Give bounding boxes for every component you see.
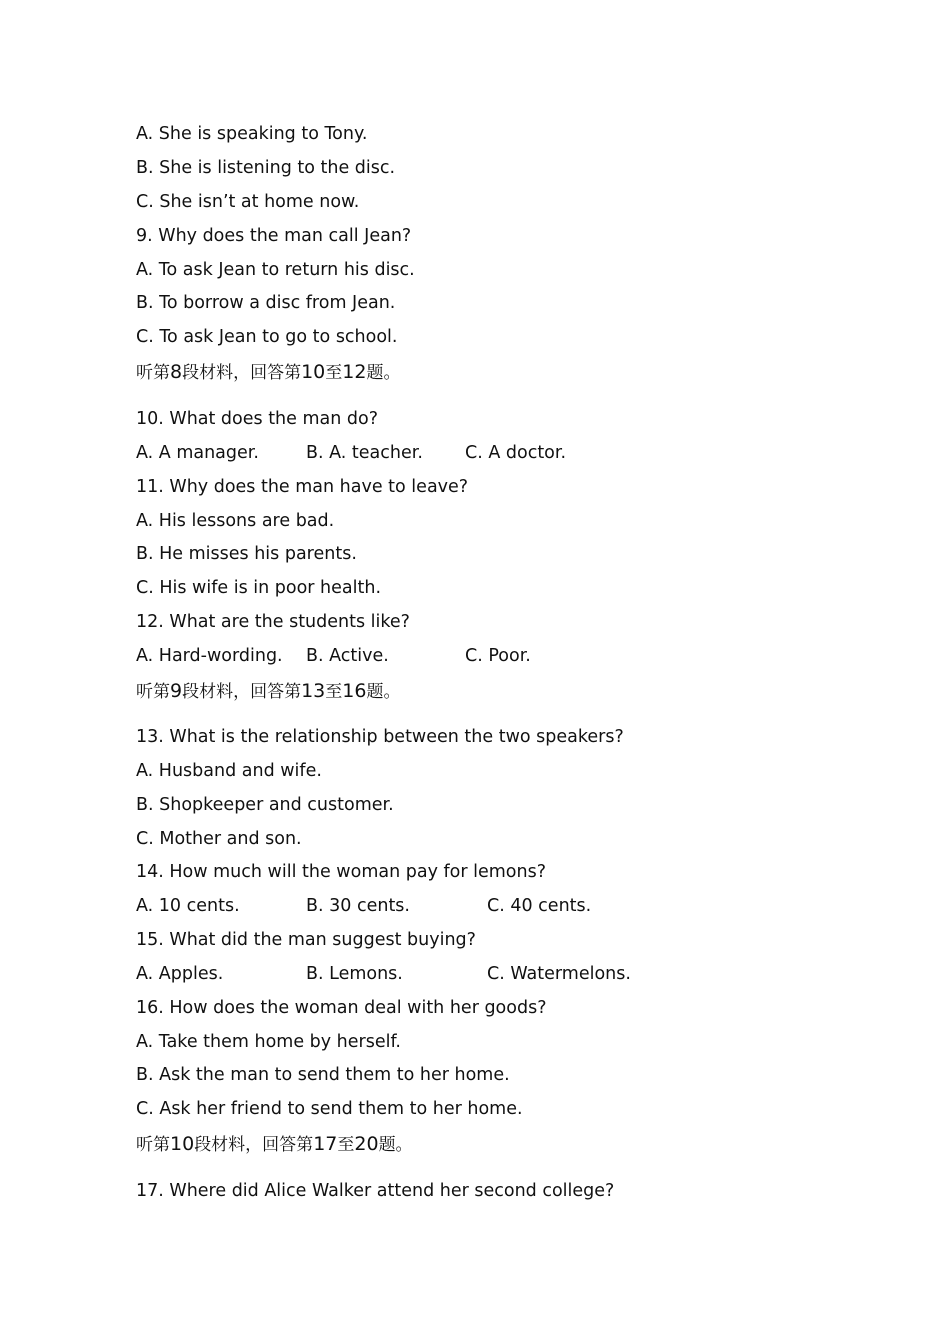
question-12: 12. What are the students like?: [136, 612, 410, 632]
section-text: 至: [325, 363, 343, 383]
option-c: C. A doctor.: [465, 443, 567, 463]
section-number: 16: [342, 680, 367, 702]
option-b: B. Lemons.: [306, 964, 403, 984]
section-number: 12: [342, 361, 367, 383]
option-a: A. His lessons are bad.: [136, 511, 335, 531]
option-b: B. 30 cents.: [306, 896, 410, 916]
section-text: 听第: [136, 682, 170, 702]
option-a: A. Hard-wording.: [136, 646, 283, 666]
options-row-14: [136, 895, 836, 917]
option-line: B. To borrow a disc from Jean.: [136, 293, 396, 313]
section-text: 至: [337, 1135, 355, 1155]
section-number: 9: [170, 680, 183, 702]
section-number: 17: [313, 1133, 338, 1155]
section-heading-10: [136, 1133, 413, 1156]
option-line: A. To ask Jean to return his disc.: [136, 260, 415, 280]
question-15: 15. What did the man suggest buying?: [136, 930, 476, 950]
option-b: B. A. teacher.: [306, 443, 423, 463]
question-13: 13. What is the relationship between the two speakers?: [136, 727, 624, 747]
section-number: 20: [354, 1133, 379, 1155]
option-c: C. Poor.: [465, 646, 531, 666]
question-9: 9. Why does the man call Jean?: [136, 226, 412, 246]
section-heading-9: [136, 680, 400, 703]
section-text: 段材料，回答第: [182, 682, 302, 702]
option-b: B. Active.: [306, 646, 389, 666]
section-text: 段材料，回答第: [194, 1135, 314, 1155]
section-text: 题。: [366, 682, 401, 702]
option-b: B. He misses his parents.: [136, 544, 357, 564]
question-17: 17. Where did Alice Walker attend her second college?: [136, 1181, 615, 1201]
option-b: B. Ask the man to send them to her home.: [136, 1065, 510, 1085]
question-10: 10. What does the man do?: [136, 409, 379, 429]
option-c: C. Watermelons.: [487, 964, 631, 984]
section-number: 10: [170, 1133, 195, 1155]
options-row-10: [136, 442, 836, 464]
section-number: 13: [301, 680, 326, 702]
option-a: A. Husband and wife.: [136, 761, 322, 781]
option-line: A. She is speaking to Tony.: [136, 124, 368, 144]
question-16: 16. How does the woman deal with her goods?: [136, 998, 547, 1018]
option-a: A. 10 cents.: [136, 896, 240, 916]
section-text: 题。: [378, 1135, 413, 1155]
section-text: 听第: [136, 1135, 170, 1155]
section-text: 段材料，回答第: [182, 363, 302, 383]
option-a: A. A manager.: [136, 443, 259, 463]
section-number: 10: [301, 361, 326, 383]
option-line: C. She isn’t at home now.: [136, 192, 360, 212]
question-11: 11. Why does the man have to leave?: [136, 477, 469, 497]
document-page: [136, 0, 836, 1344]
option-a: A. Take them home by herself.: [136, 1032, 401, 1052]
section-number: 8: [170, 361, 183, 383]
section-heading-8: [136, 361, 400, 384]
section-text: 听第: [136, 363, 170, 383]
option-c: C. Ask her friend to send them to her home.: [136, 1099, 523, 1119]
option-a: A. Apples.: [136, 964, 224, 984]
option-c: C. Mother and son.: [136, 829, 302, 849]
section-text: 题。: [366, 363, 401, 383]
options-row-15: [136, 963, 836, 985]
question-14: 14. How much will the woman pay for lemons?: [136, 862, 546, 882]
option-c: C. His wife is in poor health.: [136, 578, 382, 598]
options-row-12: [136, 645, 836, 667]
option-b: B. Shopkeeper and customer.: [136, 795, 394, 815]
option-line: C. To ask Jean to go to school.: [136, 327, 398, 347]
section-text: 至: [325, 682, 343, 702]
option-line: B. She is listening to the disc.: [136, 158, 396, 178]
option-c: C. 40 cents.: [487, 896, 592, 916]
